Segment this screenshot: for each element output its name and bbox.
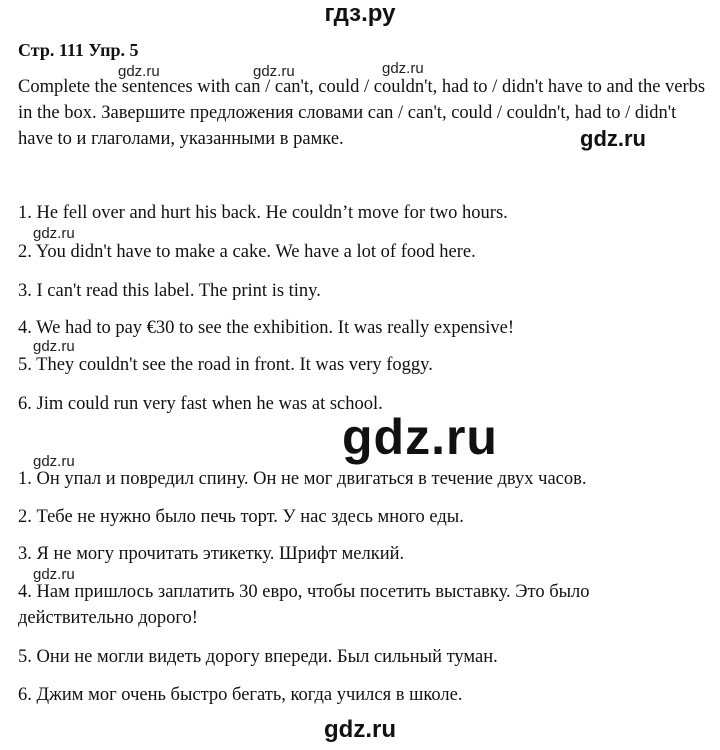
answer-ru-5: 5. Они не могли видеть дорогу впереди. Был сильный туман. [18, 647, 498, 667]
site-header: гдз.ру [324, 0, 396, 27]
answer-en-1: 1. He fell over and hurt his back. He couldn’t move for two hours. [18, 203, 508, 223]
instructions: Complete the sentences with can / can't, could / couldn't, had to / didn't have to and the verbs in the box. Завершите предложения словами can / can't, could / couldn't, had to / didn't have to и глаголами, указанными в рамке. [18, 77, 706, 149]
answer-ru-4: 4. Нам пришлось заплатить 30 евро, чтобы посетить выставку. Это было [18, 582, 590, 602]
answer-ru-1: 1. Он упал и повредил спину. Он не мог двигаться в течение двух часов. [18, 469, 587, 489]
footer-watermark: gdz.ru [324, 716, 396, 743]
watermark: gdz.ru [580, 126, 646, 151]
watermark: gdz.ru [253, 63, 295, 80]
watermark: gdz.ru [382, 60, 424, 77]
answer-ru-2: 2. Тебе не нужно было печь торт. У нас здесь много еды. [18, 507, 464, 527]
answer-ru-3: 3. Я не могу прочитать этикетку. Шрифт мелкий. [18, 544, 405, 564]
watermark: gdz.ru [118, 63, 160, 80]
answer-en-4: 4. We had to pay €30 to see the exhibition. It was really expensive! [18, 318, 514, 338]
answer-en-6: 6. Jim could run very fast when he was at school. [18, 394, 383, 414]
answer-ru-6: 6. Джим мог очень быстро бегать, когда учился в школе. [18, 685, 463, 705]
watermark: gdz.ru [33, 566, 75, 583]
watermark: gdz.ru [33, 338, 75, 355]
exercise-title: Стр. 111 Упр. 5 [18, 40, 139, 60]
answer-en-3: 3. I can't read this label. The print is tiny. [18, 281, 321, 301]
watermark: gdz.ru [33, 225, 75, 242]
answer-ru-4-cont: действительно дорого! [18, 608, 198, 628]
answer-en-5: 5. They couldn't see the road in front. It was very foggy. [18, 355, 433, 375]
watermark: gdz.ru [33, 453, 75, 470]
watermark: gdz.ru [342, 409, 498, 465]
answer-en-2: 2. You didn't have to make a cake. We have a lot of food here. [18, 242, 476, 262]
